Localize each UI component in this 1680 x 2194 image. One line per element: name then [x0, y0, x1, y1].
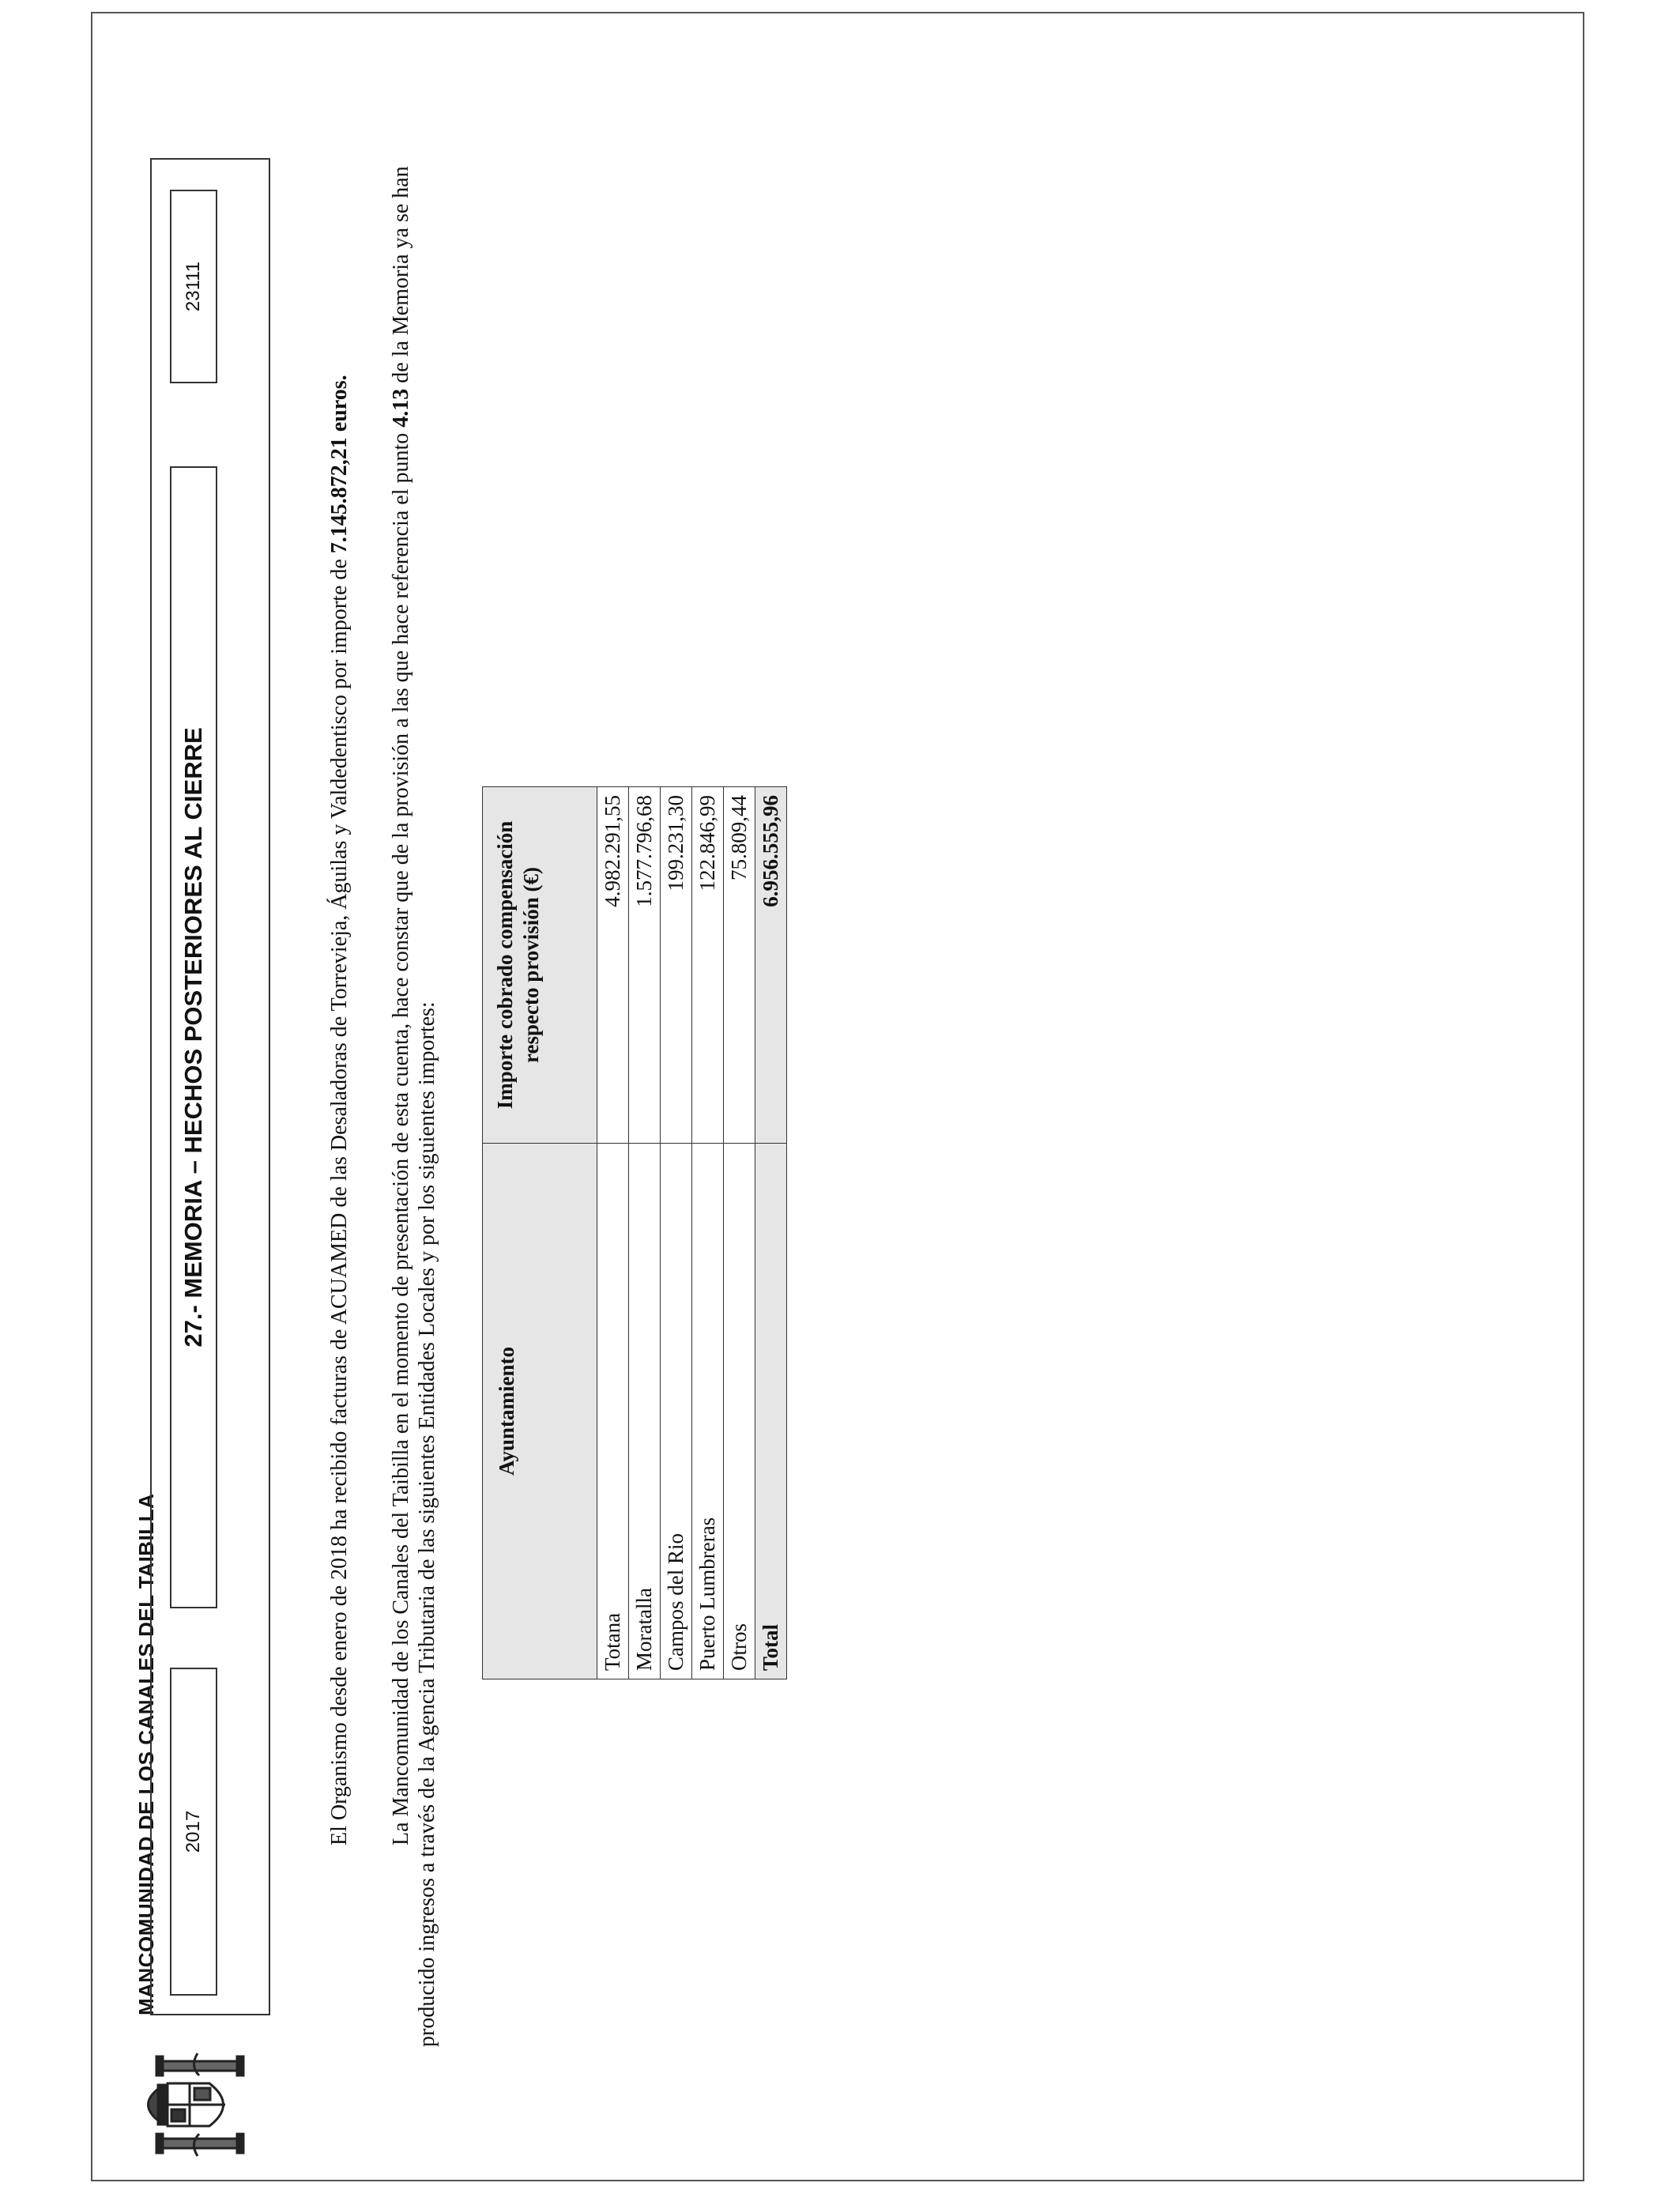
- table-header-row: [483, 787, 597, 1679]
- row-amount: 199.231,30: [661, 787, 692, 1144]
- code-box: 23111: [170, 190, 217, 383]
- table-row: [724, 787, 755, 1679]
- year-box: 2017: [170, 1668, 217, 1996]
- row-amount: 75.809,44: [724, 787, 755, 1144]
- row-name: Otros: [724, 1144, 755, 1679]
- total-label: Total: [755, 1144, 787, 1679]
- row-amount: 1.577.796,68: [629, 787, 661, 1144]
- table-total-row: [755, 787, 787, 1679]
- organization-name: MANCOMUNIDAD DE LOS CANALES DEL TAIBILLA: [134, 1493, 158, 2015]
- paragraph-provision-text-a: La Mancomunidad de los Canales del Taibilla en el momento de presentación de esta cuenta, hace constar que de la provisión a las que hace referencia el punto: [389, 427, 413, 1845]
- row-name: Moratalla: [629, 1144, 661, 1679]
- table-row: [629, 787, 661, 1679]
- collections-table: [482, 786, 787, 1679]
- section-title: 27.- MEMORIA – HECHOS POSTERIORES AL CIERRE: [170, 466, 217, 1608]
- paragraph-invoices: [326, 107, 352, 1845]
- table-row: [692, 787, 724, 1679]
- row-name: Campos del Rio: [661, 1144, 692, 1679]
- invoice-amount: 7.145.872,21 euros.: [327, 375, 352, 554]
- header-ayuntamiento: Ayuntamiento: [483, 1144, 597, 1679]
- header-importe: Importe cobrado compensación respecto provisión (€): [483, 787, 597, 1144]
- rotated-page: [91, 12, 1584, 2181]
- point-reference: 4.13: [389, 388, 413, 428]
- table-row: [597, 787, 629, 1679]
- paragraph-invoices-text: El Organismo desde enero de 2018 ha recibido facturas de ACUAMED de las Desaladoras de Torrevieja, Águilas y Valdedentisco por importe de: [327, 553, 352, 1845]
- row-amount: 4.982.291,55: [597, 787, 629, 1144]
- table-row: [661, 787, 692, 1679]
- paragraph-provision-text-b: de la Memoria ya se han producido ingresos a través de la Agencia Tributaria de las siguientes Entidades Locales y por los siguientes importes:: [389, 166, 439, 2047]
- row-name: Totana: [597, 1144, 629, 1679]
- total-amount: 6.956.555,96: [755, 787, 787, 1144]
- coat-of-arms-icon: [134, 2045, 257, 2164]
- row-amount: 122.846,99: [692, 787, 724, 1144]
- row-name: Puerto Lumbreras: [692, 1144, 724, 1679]
- paragraph-provision: [388, 71, 440, 2047]
